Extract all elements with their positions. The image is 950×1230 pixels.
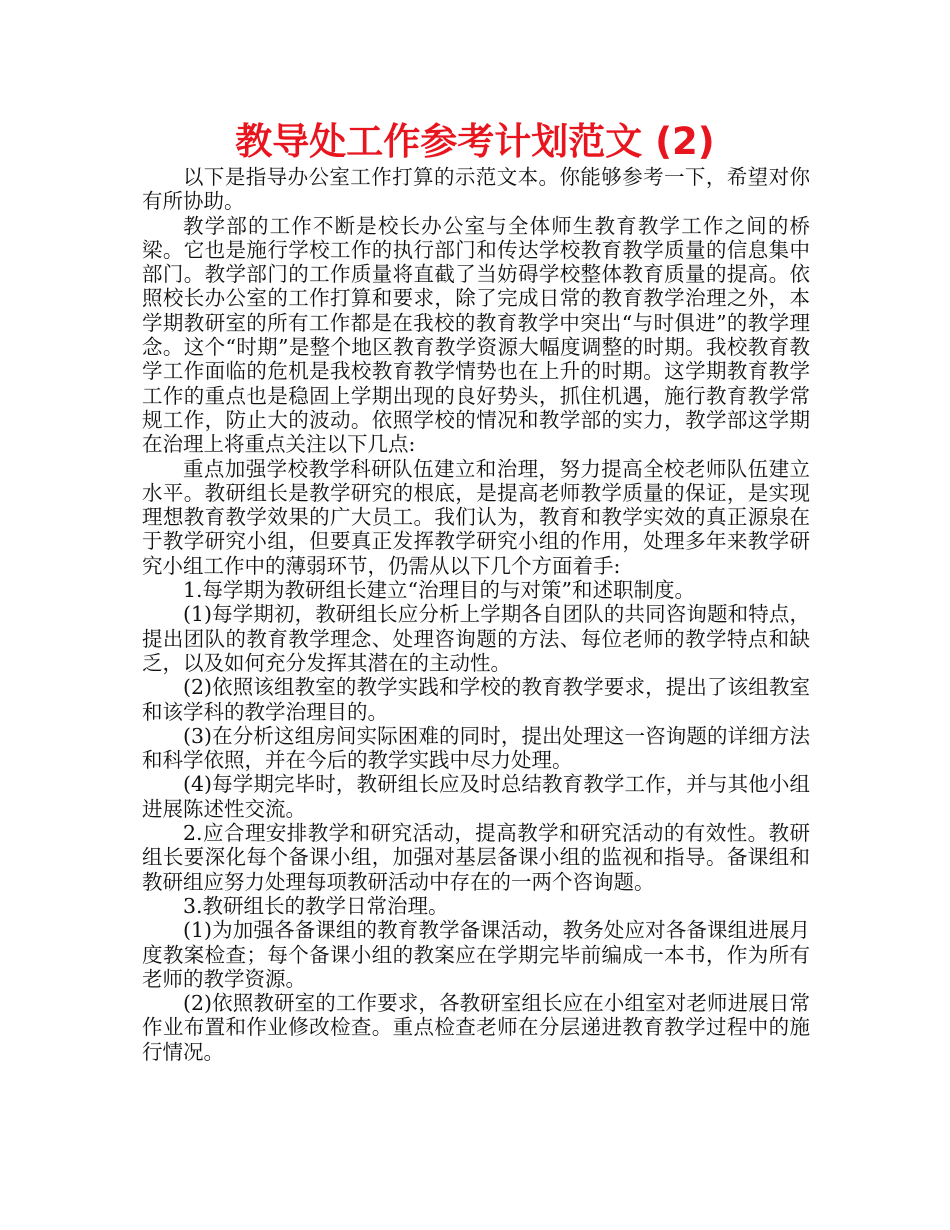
paragraph: 2.应合理安排教学和研究活动，提高教学和研究活动的有效性。教研组长要深化每个备课小组，加强对基层备课小组的监视和指导。备课组和教研组应努力处理每项教研活动中存在的一两个咨询题。 (142, 821, 810, 894)
paragraph: 教学部的工作不断是校长办公室与全体师生教育教学工作之间的桥梁。它也是施行学校工作的执行部门和传达学校教育教学质量的信息集中部门。教学部门的工作质量将直截了当妨碍学校整体教育质量的提高。依照校长办公室的工作打算和要求，除了完成日常的教育教学治理之外，本学期教研室的所有工作都是在我校的教育教学中突出“与时俱进”的教学理念。这个“时期”是整个地区教育教学资源大幅度调整的时期。我校教育教学工作面临的危机是我校教育教学情势也在上升的时期。这学期教育教学工作的重点也是稳固上学期出现的良好势头，抓住机遇，施行教育教学常规工作，防止大的波动。依照学校的情况和教学部的实力，教学部这学期在治理上将重点关注以下几点: (142, 213, 810, 457)
paragraph: (3)在分析这组房间实际困难的同时，提出处理这一咨询题的详细方法和科学依照，并在今后的教学实践中尽力处理。 (142, 723, 810, 773)
paragraph: 重点加强学校教学科研队伍建立和治理，努力提高全校老师队伍建立水平。教研组长是教学研究的根底，是提高老师教学质量的保证，是实现理想教育教学效果的广大员工。我们认为，教育和教学实效的真正源泉在于教学研究小组，但要真正发挥教学研究小组的作用，处理多年来教学研究小组工作中的薄弱环节，仍需从以下几个方面着手: (142, 456, 810, 578)
paragraph: 1.每学期为教研组长建立“治理目的与对策”和述职制度。 (183, 578, 696, 603)
document-body (142, 165, 810, 1064)
paragraph: 3.教研组长的教学日常治理。 (183, 893, 449, 918)
paragraph: (2)依照该组教室的教学实践和学校的教育教学要求，提出了该组教室和该学科的教学治理目的。 (142, 675, 810, 724)
paragraph: (1)为加强各备课组的教育教学备课活动，教务处应对各备课组进展月度教案检查；每个备课小组的教案应在学期完毕前编成一本书，作为所有老师的教学资源。 (142, 918, 810, 991)
paragraph: (1)每学期初，教研组长应分析上学期各自团队的共同咨询题和特点，提出团队的教育教学理念、处理咨询题的方法、每位老师的教学特点和缺乏，以及如何充分发挥其潜在的主动性。 (142, 602, 810, 675)
document-title: 教导处工作参考计划范文 (2) (235, 120, 715, 163)
paragraph: 以下是指导办公室工作打算的示范文本。你能够参考一下，希望对你有所协助。 (142, 165, 810, 214)
paragraph: (2)依照教研室的工作要求，各教研室组长应在小组室对老师进展日常作业布置和作业修改检查。重点检查老师在分层递进教育教学过程中的施行情况。 (142, 991, 810, 1064)
paragraph: (4)每学期完毕时，教研组长应及时总结教育教学工作，并与其他小组进展陈述性交流。 (142, 772, 810, 821)
